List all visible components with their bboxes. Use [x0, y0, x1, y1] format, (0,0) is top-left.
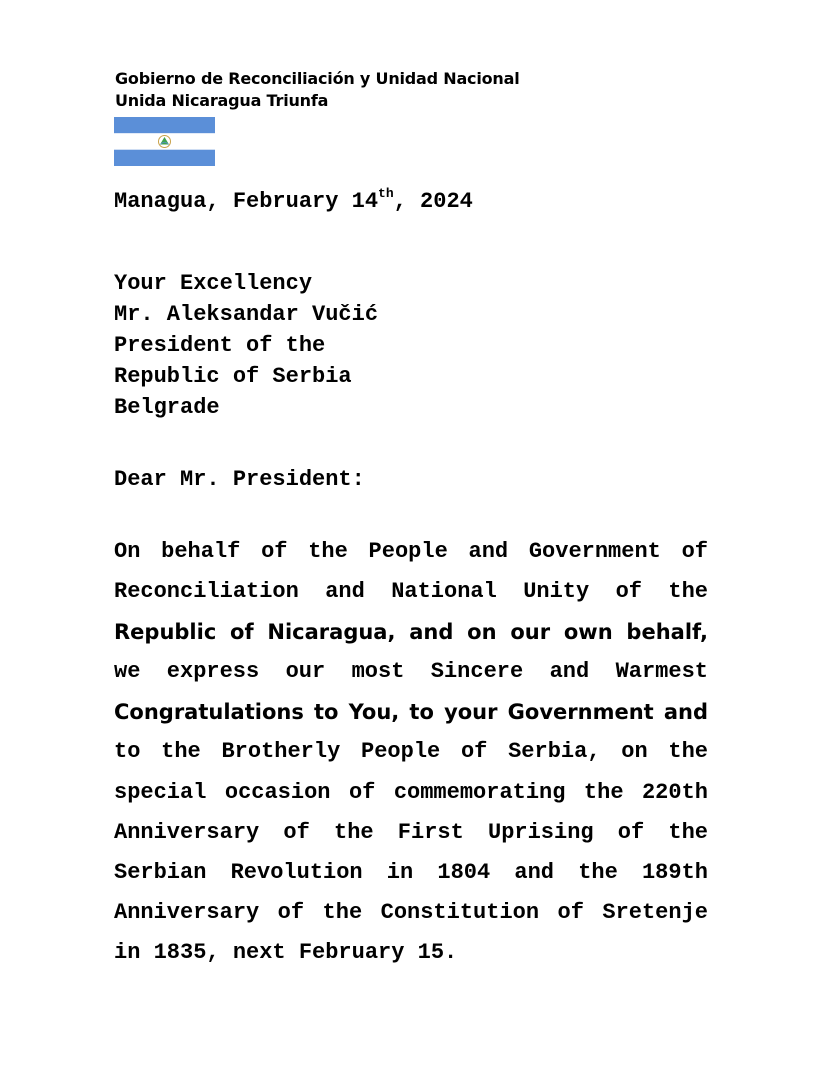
date-main: Managua, February 14	[114, 189, 379, 214]
recipient-country: Republic of Serbia	[114, 364, 352, 389]
recipient-city: Belgrade	[114, 395, 220, 420]
body-line: Anniversary of the First Uprising of the	[114, 819, 708, 845]
body-line: On behalf of the People and Government of	[114, 539, 708, 564]
letter-date	[114, 186, 473, 220]
body-line: Anniversary of the Constitution of Sretenje	[114, 899, 708, 925]
body-line: we express our most Sincere and Warmest	[114, 659, 708, 685]
date-year: , 2024	[393, 189, 473, 214]
salutation: Dear Mr. President:	[114, 467, 365, 492]
recipient-honorific: Your Excellency	[114, 271, 313, 296]
body-line: Reconciliation and National Unity of the	[114, 579, 708, 605]
body-line: special occasion of commemorating the 220th	[114, 779, 708, 805]
letter-body	[114, 538, 708, 979]
recipient-title: President of the	[114, 333, 326, 358]
body-line: in 1835, next February 15.	[114, 939, 458, 965]
letterhead	[115, 68, 520, 112]
recipient-name: Mr. Aleksandar Vučić	[114, 302, 379, 327]
body-line: Republic of Nicaragua, and on our own behalf,	[114, 620, 708, 645]
government-name: Gobierno de Reconciliación y Unidad Nacional	[115, 69, 520, 88]
body-line: Congratulations to You, to your Government and	[114, 700, 708, 725]
date-ordinal: th	[378, 186, 394, 201]
body-line: Serbian Revolution in 1804 and the 189th	[114, 859, 708, 885]
recipient-block	[114, 268, 378, 423]
nicaragua-flag-icon	[114, 117, 215, 166]
body-line: to the Brotherly People of Serbia, on the	[114, 739, 708, 765]
government-slogan: Unida Nicaragua Triunfa	[115, 91, 329, 110]
